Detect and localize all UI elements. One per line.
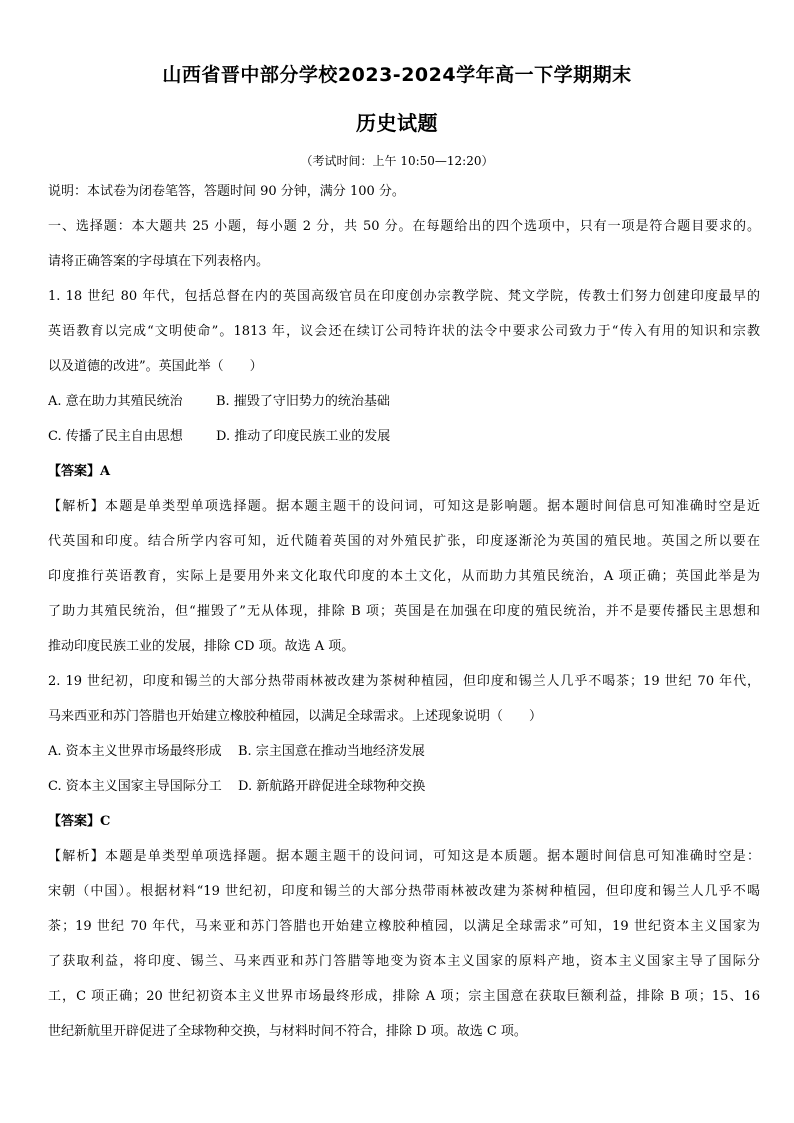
q2-option-c: C. 资本主义国家主导国际分工 (48, 779, 222, 794)
q1-explanation-line-1: 【解析】本题是单类型单项选择题。据本题主题干的设问词，可知这是影响题。据本题时间信息可知准确时空是近 (48, 499, 760, 514)
q2-option-b: B. 宗主国意在推动当地经济发展 (238, 744, 425, 759)
q1-stem-line-2: 英语教育以完成“文明使命”。1813 年，议会还在续订公司特许状的法令中要求公司致力于“传入有用的知识和宗教 (48, 324, 760, 339)
instructions-note: 说明：本试卷为闭卷笔答，答题时间 90 分钟，满分 100 分。 (48, 184, 405, 199)
q2-explanation-line-1: 【解析】本题是单类型单项选择题。据本题主题干的设问词，可知这是本质题。据本题时间信息可知准确时空是： (48, 849, 760, 864)
q1-option-c: C. 传播了民主自由思想 (48, 429, 183, 444)
q2-stem-line-2: 马来西亚和苏门答腊也开始建立橡胶种植园，以满足全球需求。上述现象说明（ ） (48, 709, 543, 724)
q2-explanation-line-5: 工，C 项正确；20 世纪初资本主义世界市场最终形成，排除 A 项；宗主国意在获取巨额利益，排除 B 项；15、16 (48, 989, 760, 1004)
exam-time: （考试时间：上午 10:50—12:20） (300, 154, 494, 168)
q2-stem-line-1: 2. 19 世纪初，印度和锡兰的大部分热带雨林被改建为茶树种植园，但印度和锡兰人几乎不喝茶；19 世纪 70 年代， (48, 674, 760, 689)
q2-option-d: D. 新航路开辟促进全球物种交换 (238, 779, 426, 794)
q1-options-row-2 (48, 428, 760, 446)
q1-options-row-1 (48, 393, 760, 411)
section-instructions-line-2: 请将正确答案的字母填在下列表格内。 (48, 254, 270, 269)
q1-option-b: B. 摧毁了守旧势力的统治基础 (216, 394, 390, 409)
q1-explanation-line-4: 了助力其殖民统治，但“摧毁了”无从体现，排除 B 项；英国是在加强在印度的殖民统治，并不是要传播民主思想和 (48, 604, 760, 619)
q1-option-d: D. 推动了印度民族工业的发展 (216, 429, 391, 444)
q2-explanation-line-3: 茶；19 世纪 70 年代，马来亚和苏门答腊也开始建立橡胶种植园，以满足全球需求”可知，19 世纪资本主义国家为 (48, 919, 760, 934)
q2-explanation-line-2: 宋朝（中国）。根据材料“19 世纪初，印度和锡兰的大部分热带雨林被改建为茶树种植园，但印度和锡兰人几乎不喝 (48, 884, 760, 899)
exam-title: 山西省晋中部分学校2023-2024学年高一下学期期末 (162, 64, 632, 86)
q2-options-row-2 (48, 778, 760, 796)
q2-explanation-line-4: 了获取利益，将印度、锡兰、马来西亚和苏门答腊等地变为资本主义国家的原料产地，资本主义国家主导了国际分 (48, 954, 760, 969)
q2-explanation-line-6: 世纪新航里开辟促进了全球物种交换，与材料时间不符合，排除 D 项。故选 C 项。 (48, 1024, 527, 1039)
q2-answer: 【答案】C (48, 814, 111, 829)
exam-subtitle: 历史试题 (356, 111, 438, 135)
q1-stem-line-3: 以及道德的改进”。英国此举（ ） (48, 359, 263, 374)
q1-explanation-line-3: 印度推行英语教育，实际上是要用外来文化取代印度的本土文化，从而助力其殖民统治，A 项正确；英国此举是为 (48, 569, 760, 584)
q2-option-a: A. 资本主义世界市场最终形成 (48, 744, 222, 759)
q1-answer: 【答案】A (48, 464, 111, 479)
q1-explanation-line-2: 代英国和印度。结合所学内容可知，近代随着英国的对外殖民扩张，印度逐渐沦为英国的殖民地。英国之所以要在 (48, 534, 760, 549)
section-instructions-line-1: 一、选择题：本大题共 25 小题，每小题 2 分，共 50 分。在每题给出的四个选项中，只有一项是符合题目要求的。 (48, 219, 760, 234)
q1-explanation-line-5: 推动印度民族工业的发展，排除 CD 项。故选 A 项。 (48, 639, 355, 654)
q1-option-a: A. 意在助力其殖民统治 (48, 394, 183, 409)
q1-stem-line-1: 1. 18 世纪 80 年代，包括总督在内的英国高级官员在印度创办宗教学院、梵文学院，传教士们努力创建印度最早的 (48, 289, 760, 304)
q2-options-row-1 (48, 743, 760, 761)
